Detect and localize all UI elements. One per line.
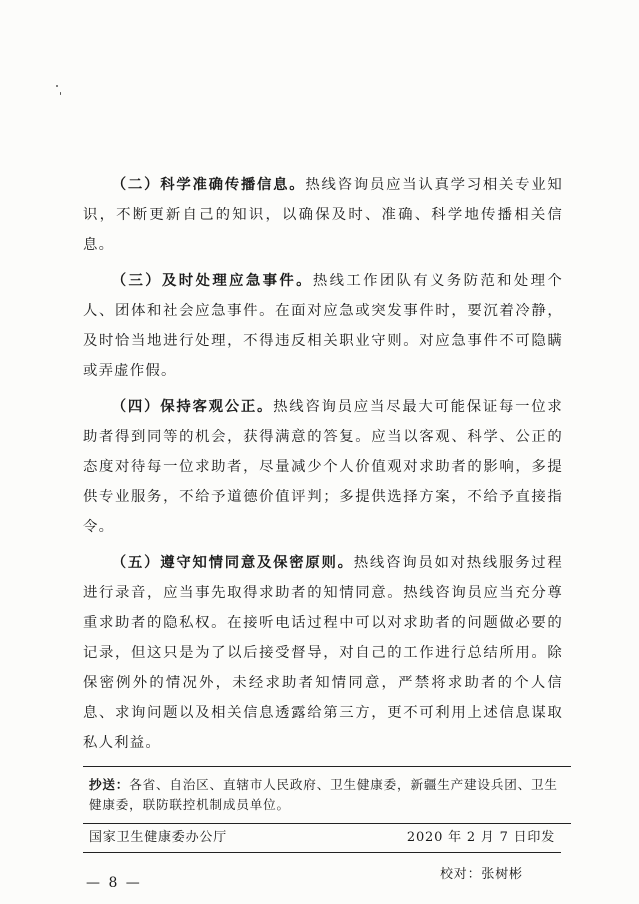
paragraph-heading: （五）遵守知情同意及保密原则。	[111, 554, 354, 571]
issue-date: 2020 年 2 月 7 日印发	[406, 830, 555, 845]
issuer-row	[83, 824, 561, 853]
paragraph-2	[83, 170, 563, 260]
paragraph-text: 热线咨询员应当尽最大可能保证每一位求助者得到同等的机会，获得满意的答复。应当以客观、科学、公正的态度对待每一位求助者，尽量减少个人价值观对求助者的影响，多提供专业服务，不给予道德价值评判；多提供选择方案，不给予直接指令。	[83, 399, 563, 535]
paragraph-heading: （四）保持客观公正。	[111, 398, 274, 415]
paragraph-text: 热线咨询员应当认真学习相关专业知识，不断更新自己的知识，以确保及时、准确、科学地传播相关信息。	[83, 177, 563, 253]
issuing-office: 国家卫生健康委办公厅	[89, 830, 228, 845]
cc-label: 抄送：	[89, 777, 130, 792]
paragraph-5	[83, 548, 563, 758]
paragraph-text: 热线咨询员如对热线服务过程进行录音，应当事先取得求助者的知情同意。热线咨询员应当充分尊重求助者的隐私权。在接听电话过程中可以对求助者的问题做必要的记录，但这只是为了以后接受督导，对自己的工作进行总结所用。除保密例外的情况外，未经求助者知情同意，严禁将求助者的个人信息、求询问题以及相关信息透露给第三方，更不可利用上述信息谋取私人利益。	[83, 555, 563, 751]
scan-speck	[56, 85, 58, 87]
cc-recipients: 各省、自治区、直辖市人民政府、卫生健康委，新疆生产建设兵团、卫生健康委，联防联控机制成员单位。	[89, 777, 558, 812]
paragraph-3	[83, 266, 563, 386]
cc-distribution-block	[83, 766, 571, 824]
page-number: — 8 —	[86, 875, 142, 891]
proofreader: 校对：张树彬	[440, 867, 523, 882]
paragraph-heading: （三）及时处理应急事件。	[111, 272, 313, 289]
paragraph-heading: （二）科学准确传播信息。	[111, 176, 306, 193]
paragraph-4	[83, 392, 563, 542]
document-body	[83, 170, 563, 758]
scan-speck	[60, 92, 61, 95]
paragraph-text: 热线工作团队有义务防范和处理个人、团体和社会应急事件。在面对应急或突发事件时，要沉着冷静，及时恰当地进行处理，不得违反相关职业守则。对应急事件不可隐瞒或弄虚作假。	[83, 273, 563, 379]
